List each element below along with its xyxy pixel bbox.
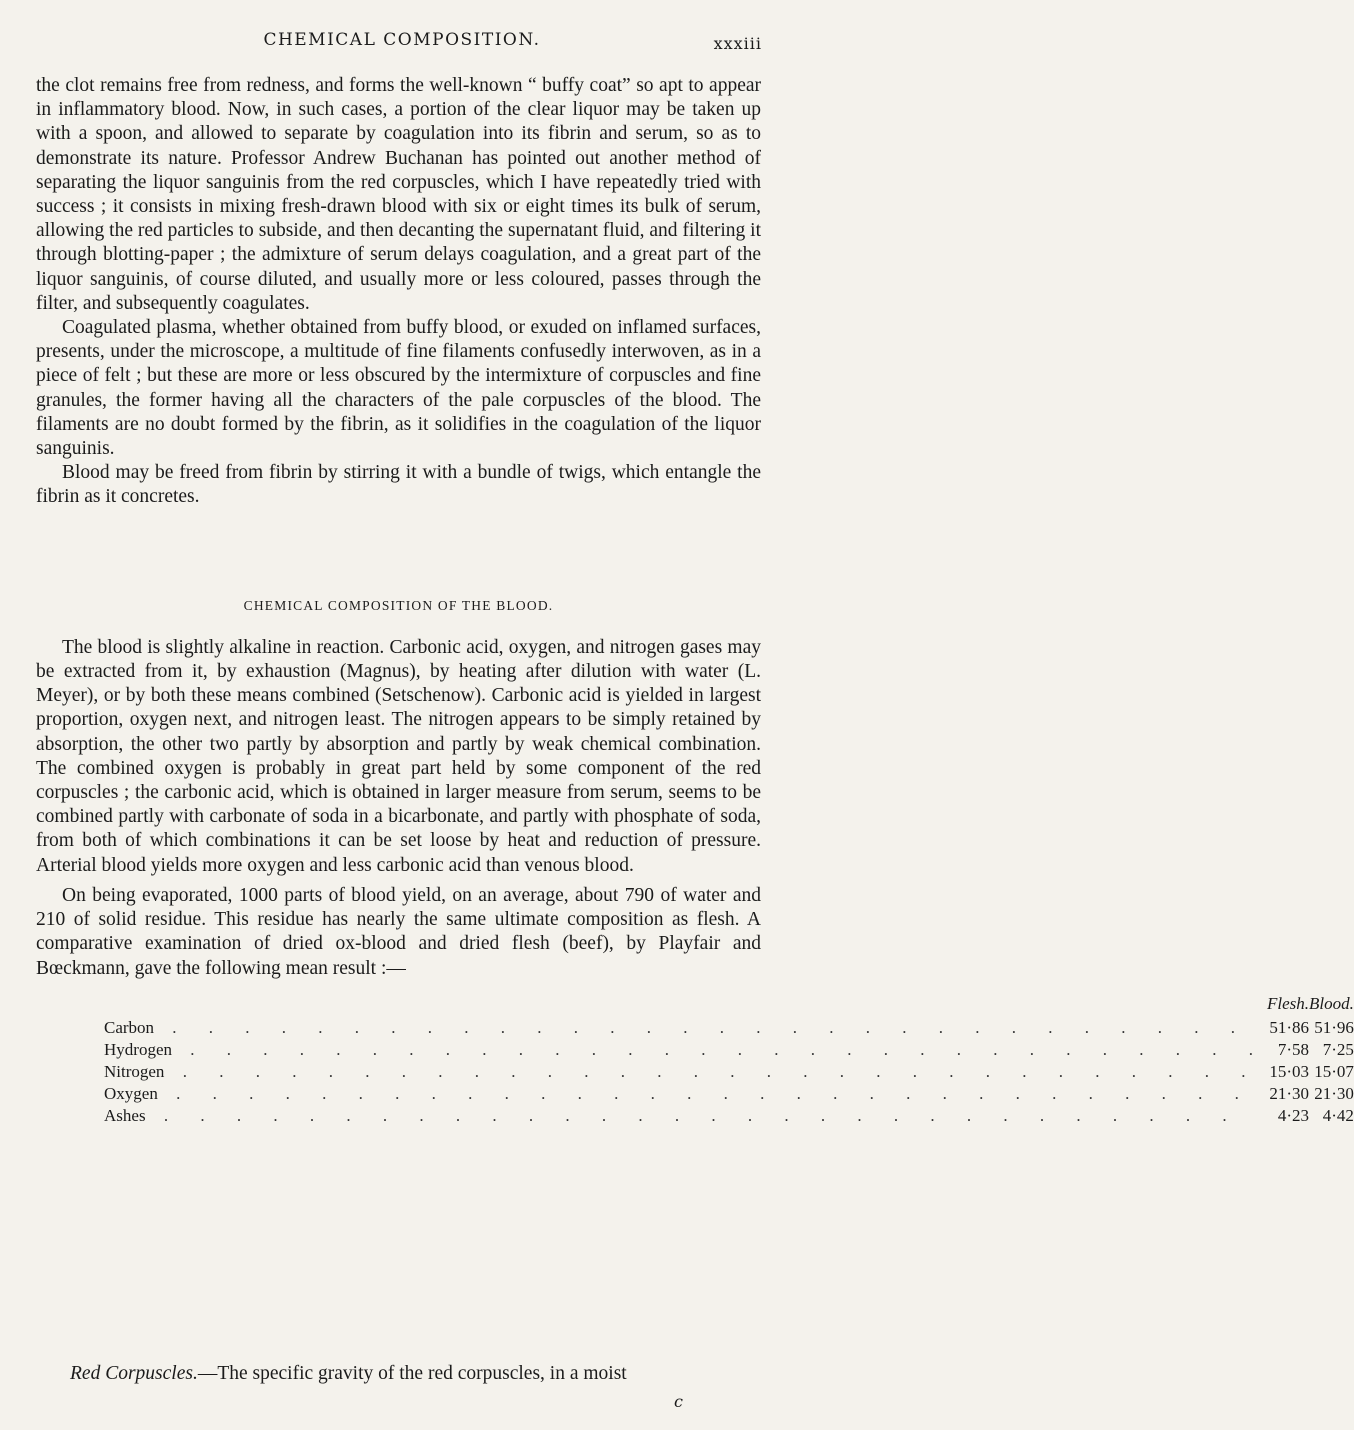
flesh-value: 7·58 [1277, 1039, 1310, 1059]
flesh-value: 21·30 [1269, 1083, 1310, 1103]
page-number: xxxiii [713, 34, 762, 53]
element-name: Carbon [104, 1017, 155, 1037]
leader-dots: . . . . . . . . . . . . . . . . . . . . . . . . . . . . . . [145, 1105, 1241, 1125]
table-row [104, 1061, 1354, 1083]
element-name: Nitrogen [104, 1061, 165, 1081]
table-header-flesh: Flesh. [1266, 993, 1310, 1013]
table-row [104, 1105, 1354, 1127]
element-name: Ashes [104, 1105, 146, 1125]
red-corpuscles-text: —The specific gravity of the red corpuscles, in a moist [197, 1363, 627, 1384]
flesh-value: 15·03 [1269, 1061, 1310, 1081]
paragraph-3: Blood may be freed from fibrin by stirring it with a bundle of twigs, which entangle the fibrin as it concretes. [36, 462, 761, 508]
paragraph-1: the clot remains free from redness, and forms the well-known “ buffy coat” so apt to appear in inflammatory blood. Now, in such cases, a portion of the clear liquor may be taken up with a spoon, and allowed to separate by coagulation into its fibrin and serum, so as to demonstrate its nature. Professor Andrew Buchanan has pointed out another method of separating the liquor sanguinis from the red corpuscles, which I have repeatedly tried with success ; it consists in mixing fresh-drawn blood with six or eight times its bulk of serum, allowing the red particles to subside, and then decanting the supernatant fluid, and filtering it through blotting-paper ; the admixture of serum delays coagulation, and a great part of the liquor sanguinis, of course diluted, and usually more or less coloured, passes through the filter, and subsequently coagulates. [36, 75, 761, 314]
running-head [38, 30, 766, 60]
blood-value: 4·42 [1322, 1105, 1354, 1125]
section-heading: CHEMICAL COMPOSITION OF THE BLOOD. [243, 597, 554, 613]
blood-value: 21·30 [1314, 1083, 1354, 1103]
table-header-label [104, 993, 1267, 1017]
running-title: CHEMICAL COMPOSITION. [263, 30, 541, 50]
table-header-row [104, 993, 1354, 1017]
leader-dots: . . . . . . . . . . . . . . . . . . . . . . . . . . . . . . [164, 1061, 1260, 1081]
table-header-blood: Blood. [1309, 993, 1354, 1013]
table-row-label [104, 1039, 1267, 1061]
leader-dots: . . . . . . . . . . . . . . . . . . . . . . . . . . . . . . [157, 1083, 1253, 1103]
leader-dots: . . . . . . . . . . . . . . . . . . . . . . . . . . . . . . [171, 1039, 1267, 1059]
paragraph-5: On being evaporated, 1000 parts of blood yield, on an average, about 790 of water and 210 of solid residue. This residue has nearly the same ultimate composition as flesh. A comparative examination of dried ox-blood and dried flesh (beef), by Playfair and Bœckmann, gave the following mean result :— [36, 884, 761, 979]
flesh-value: 51·86 [1269, 1017, 1310, 1037]
table-row [104, 1083, 1354, 1105]
red-corpuscles-lead: Red Corpuscles. [70, 1363, 198, 1384]
composition-table [104, 993, 1354, 1127]
leader-dots: . . . . . . . . . . . . . . . . . . . . . . . . . . . . . . [154, 1017, 1250, 1037]
paragraph-4: The blood is slightly alkaline in reaction. Carbonic acid, oxygen, and nitrogen gases may be extracted from it, by exhaustion (Magnus), by heating after dilution with water (L. Meyer), or by both these means combined (Setschenow). Carbonic acid is yielded in largest proportion, oxygen next, and nitrogen least. The nitrogen appears to be simply retained by absorption, the other two partly by absorption and partly by weak chemical combination. The combined oxygen is probably in great part held by some component of the red corpuscles ; the carbonic acid, which is obtained in larger measure from serum, seems to be combined partly with carbonate of soda in a bicarbonate, and partly with phosphate of soda, from both of which combinations it can be set loose by heat and reduction of pressure. Arterial blood yields more oxygen and less carbonic acid than venous blood. [36, 636, 761, 876]
table-row [104, 1039, 1354, 1061]
table-row-label [104, 1061, 1267, 1083]
red-corpuscles-paragraph [70, 1362, 763, 1386]
table-row-label [104, 1083, 1267, 1105]
blood-value: 51·96 [1314, 1017, 1354, 1037]
element-name: Oxygen [104, 1083, 158, 1103]
blood-value: 15·07 [1314, 1061, 1354, 1081]
paragraph-2: Coagulated plasma, whether obtained from buffy blood, or exuded on inflamed surfaces, presents, under the microscope, a multitude of fine filaments confusedly interwoven, as in a piece of felt ; but these are more or less obscured by the intermixture of corpuscles and fine granules, the former having all the characters of the pale corpuscles of the blood. The filaments are no doubt formed by the fibrin, as it solidifies in the coagulation of the liquor sanguinis. [36, 317, 761, 460]
blood-value: 7·25 [1322, 1039, 1354, 1059]
table-row-label [104, 1105, 1267, 1127]
body-text [36, 74, 1354, 1127]
table-row [104, 1017, 1354, 1039]
signature-mark: c [674, 1392, 683, 1411]
element-name: Hydrogen [104, 1039, 172, 1059]
table-row-label [104, 1017, 1267, 1039]
flesh-value: 4·23 [1277, 1105, 1310, 1125]
